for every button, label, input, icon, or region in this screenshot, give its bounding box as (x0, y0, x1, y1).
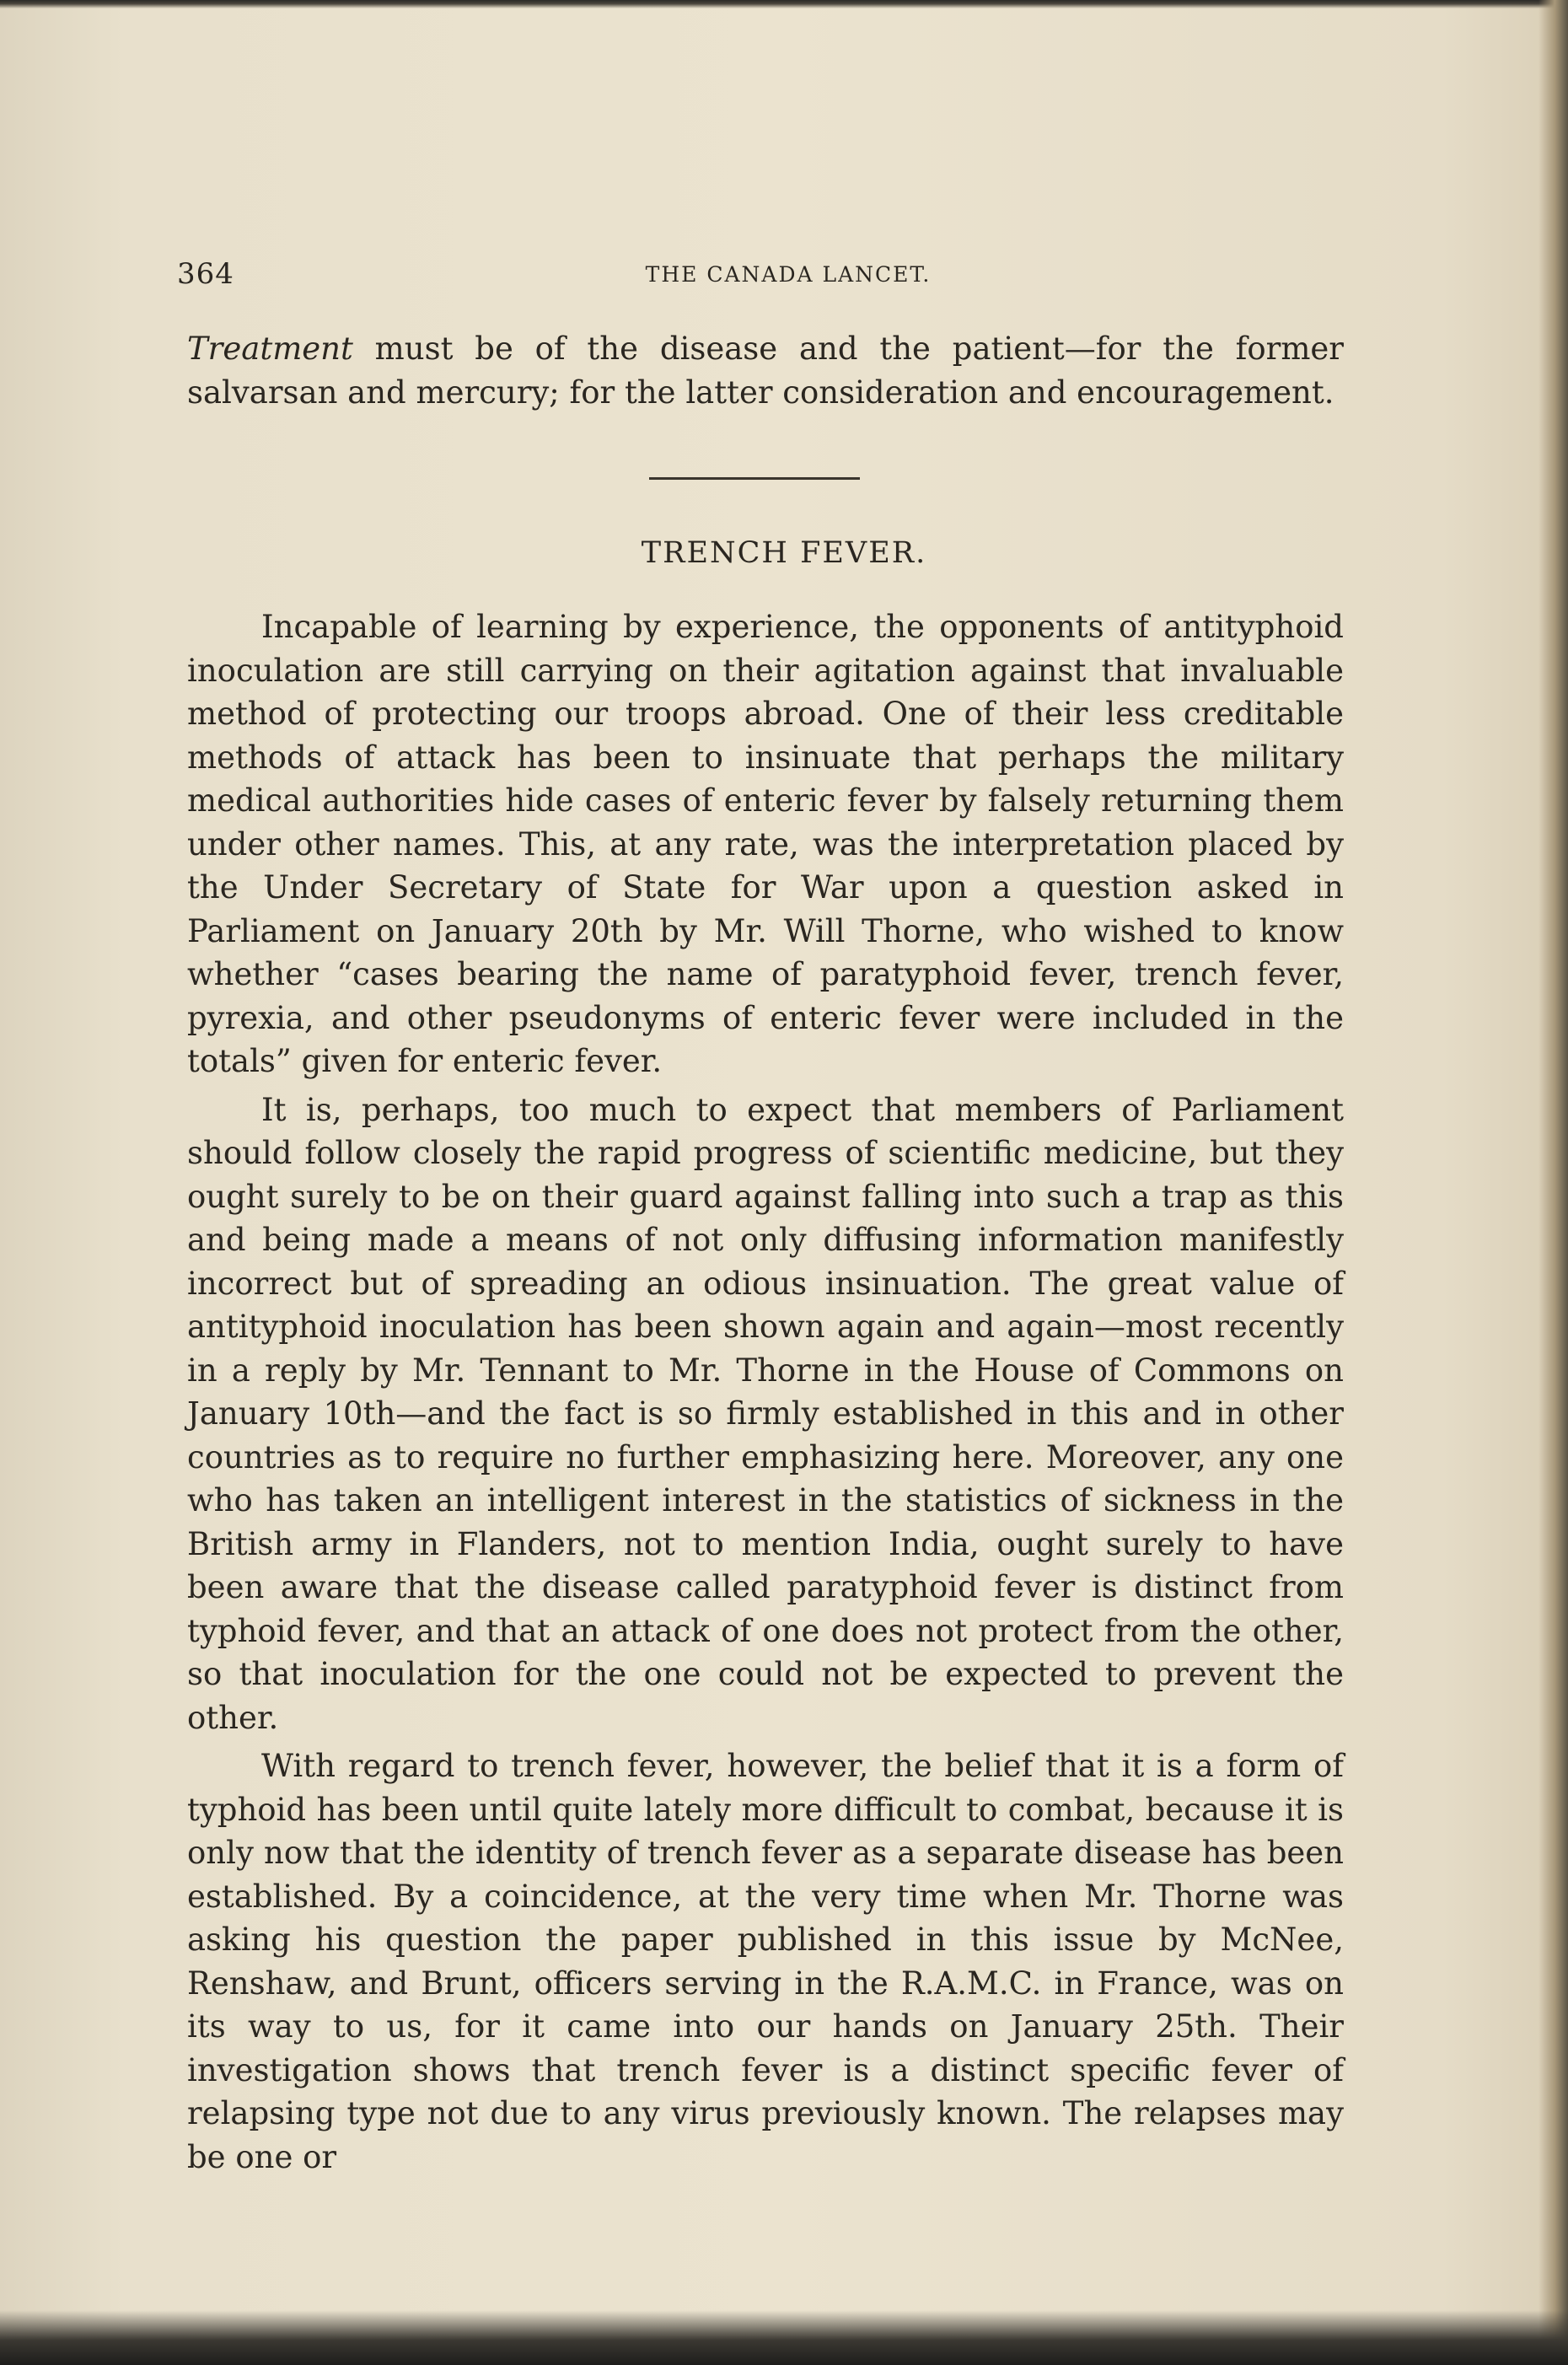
paragraph-1: Incapable of learning by experience, the opponents of antityphoid inoculation are still carrying on their agitation against that invaluable method of protecting our troops abroad. One of their less creditable methods of attack has been to insinuate that perhaps the military medical authorities hide cases of enteric fever by falsely returning them under other names. This, at any rate, was the interpretation placed by the Under Secretary of State for War upon a question asked in Parliament on January 20th by Mr. Will Thorne, who wished to know whether “cases bearing the name of paratyphoid fever, trench fever, pyrexia, and other pseudonyms of enteric fever were included in the totals” given for enteric fever. (187, 609, 1344, 1079)
paragraph-2: It is, perhaps, too much to expect that members of Parliament should follow closely the rapid progress of scientific medicine, but they ought surely to be on their guard against falling into such a trap as this and being made a means of not only diffusing information manifestly incorrect but of spreading an odious insinuation. The great value of antityphoid inoculation has been shown again and again—most recently in a reply by Mr. Tennant to Mr. Thorne in the House of Commons on January 10th—and the fact is so firmly established in this and in other countries as to require no further emphasizing here. Moreover, any one who has taken an intelligent interest in the statistics of sickness in the British army in Flanders, not to mention India, ought surely to have been aware that the disease called paratyphoid fever is distinct from typhoid fever, and that an attack of one does not protect from the other, so that inoculation for the one could not be expected to prevent the other. (187, 1091, 1344, 1736)
article-body (187, 605, 1344, 2179)
page-bottom-shadow (0, 2310, 1568, 2365)
intro-italic-word: Treatment (187, 331, 353, 367)
paragraph-3: With regard to trench fever, however, the belief that it is a form of typhoid has been until quite lately more difficult to combat, because it is only now that the identity of trench fever as a separate disease has been established. By a coincidence, at the very time when Mr. Thorne was asking his question the paper published in this issue by McNee, Renshaw, and Brunt, officers serving in the R.A.M.C. in France, was on its way to us, for it came into our hands on January 25th. Their investigation shows that trench fever is a distinct specific fever of relapsing type not due to any virus previously known. The relapses may be one or (187, 1748, 1344, 2175)
intro-rest: must be of the disease and the patient—for the former salvarsan and mercury; for the latter consideration and encouragement. (187, 331, 1344, 411)
page-top-shadow (0, 0, 1568, 8)
article-title: TRENCH FEVER. (641, 536, 927, 570)
intro-paragraph (187, 327, 1344, 414)
intro-text (187, 327, 1344, 414)
running-head: THE CANADA LANCET. (645, 262, 932, 287)
section-divider (649, 477, 860, 480)
page-right-edge (1538, 0, 1568, 2365)
page-header (177, 257, 1349, 296)
page-number: 364 (177, 257, 234, 291)
